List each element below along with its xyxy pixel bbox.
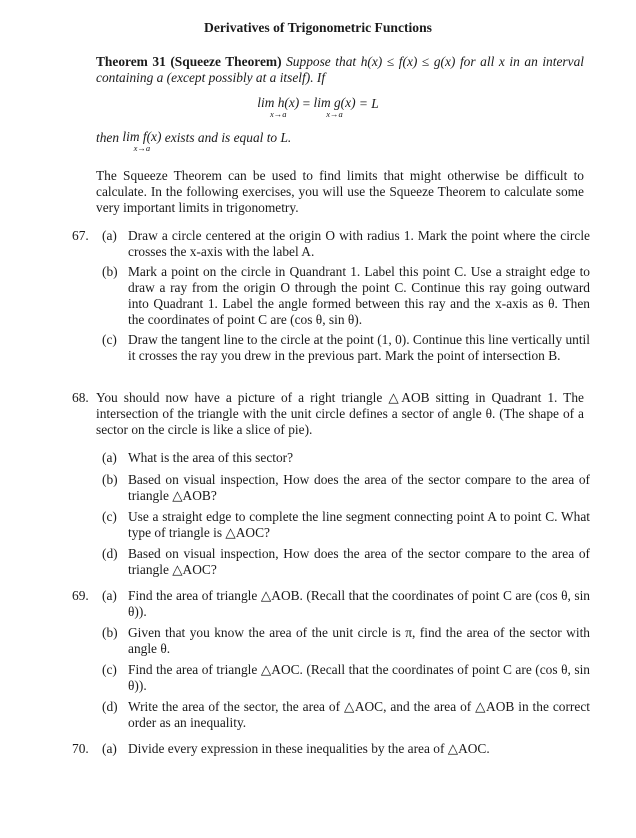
item-text: Use a straight edge to complete the line segment connecting point A to point C. What type of triangle is △AOC? [128,509,590,540]
item-label: (c) [102,332,117,347]
item-text: Draw the tangent line to the circle at the point (1, 0). Continue this line vertically until it crosses the ray you drew in the previous part. Mark the point of intersection B. [128,332,590,363]
then-limit-sub: x→a [133,143,151,153]
item-label: (b) [102,264,118,279]
item-text: Divide every expression in these inequalities by the area of △AOC. [128,741,490,756]
item-label: (a) [102,228,117,243]
limit-left-expr: lim h(x) [257,95,300,110]
item-text: Based on visual inspection, How does the area of the sector compare to the area of triangle △AOB? [128,472,590,503]
limit-right [314,96,356,119]
theorem-statement: Suppose that h(x) ≤ f(x) ≤ g(x) for all x in an interval containing a (except possibly at a itself). If [96,54,584,85]
item-text: What is the area of this sector? [128,450,294,465]
item-text: Mark a point on the circle in Quandrant 1. Label this point C. Use a straight edge to draw a ray from the origin O through the point C. Continue this ray going outward into Quadrant 1. Label the angle formed between this ray and the x-axis as θ. Then the coordinates of point C are (cos θ, sin θ). [128,264,590,327]
limit-right-sub: x→a [326,109,343,119]
item-label: (a) [102,741,117,756]
limit-left-sub: x→a [270,109,287,119]
limit-equals: = [299,96,314,111]
theorem-label: Theorem 31 (Squeeze Theorem) [96,54,282,69]
item-text: Write the area of the sector, the area of △AOC, and the area of △AOB in the correct order as an inequality. [128,699,590,730]
then-suffix: exists and is equal to L. [161,130,292,145]
exercise-number: 70. [72,741,89,756]
item-text: Find the area of triangle △AOB. (Recall that the coordinates of point C are (cos θ, sin θ)). [128,588,590,619]
item-text: Given that you know the area of the unit circle is π, find the area of the sector with angle θ. [128,625,590,656]
item-label: (a) [102,588,117,603]
then-limit [122,130,161,153]
item-text: Based on visual inspection, How does the area of the sector compare to the area of triangle △AOC? [128,546,590,577]
item-label: (b) [102,625,118,640]
item-label: (a) [102,450,117,465]
item-text: Draw a circle centered at the origin O with radius 1. Mark the point where the circle crosses the x-axis with the label A. [128,228,590,259]
page-title: Derivatives of Trigonometric Functions [204,20,432,35]
then-prefix: then [96,130,123,145]
item-label: (d) [102,699,118,714]
then-limit-expr: lim f(x) [122,129,162,144]
item-label: (c) [102,662,117,677]
item-label: (c) [102,509,117,524]
theorem-block [96,54,584,86]
theorem-limit-equation [0,96,636,119]
theorem-conclusion [96,130,584,153]
exercise-number: 69. [72,588,89,603]
limit-right-expr: lim g(x) [313,95,356,110]
limit-left [257,96,299,119]
limit-value: = L [355,96,379,111]
item-text: Find the area of triangle △AOC. (Recall that the coordinates of point C are (cos θ, sin θ)). [128,662,590,693]
item-label: (d) [102,546,118,561]
exercise-number: 68. [72,390,89,405]
exercise-number: 67. [72,228,89,243]
exercise-68-body: You should now have a picture of a right triangle △AOB sitting in Quadrant 1. The intersection of the triangle with the unit circle defines a sector of angle θ. (The shape of a sector on the circle is like a slice of pie). [96,390,584,437]
intro-paragraph: The Squeeze Theorem can be used to find limits that might otherwise be difficult to calculate. In the following exercises, you will use the Squeeze Theorem to calculate some very important limits in trigonometry. [96,168,584,215]
item-label: (b) [102,472,118,487]
